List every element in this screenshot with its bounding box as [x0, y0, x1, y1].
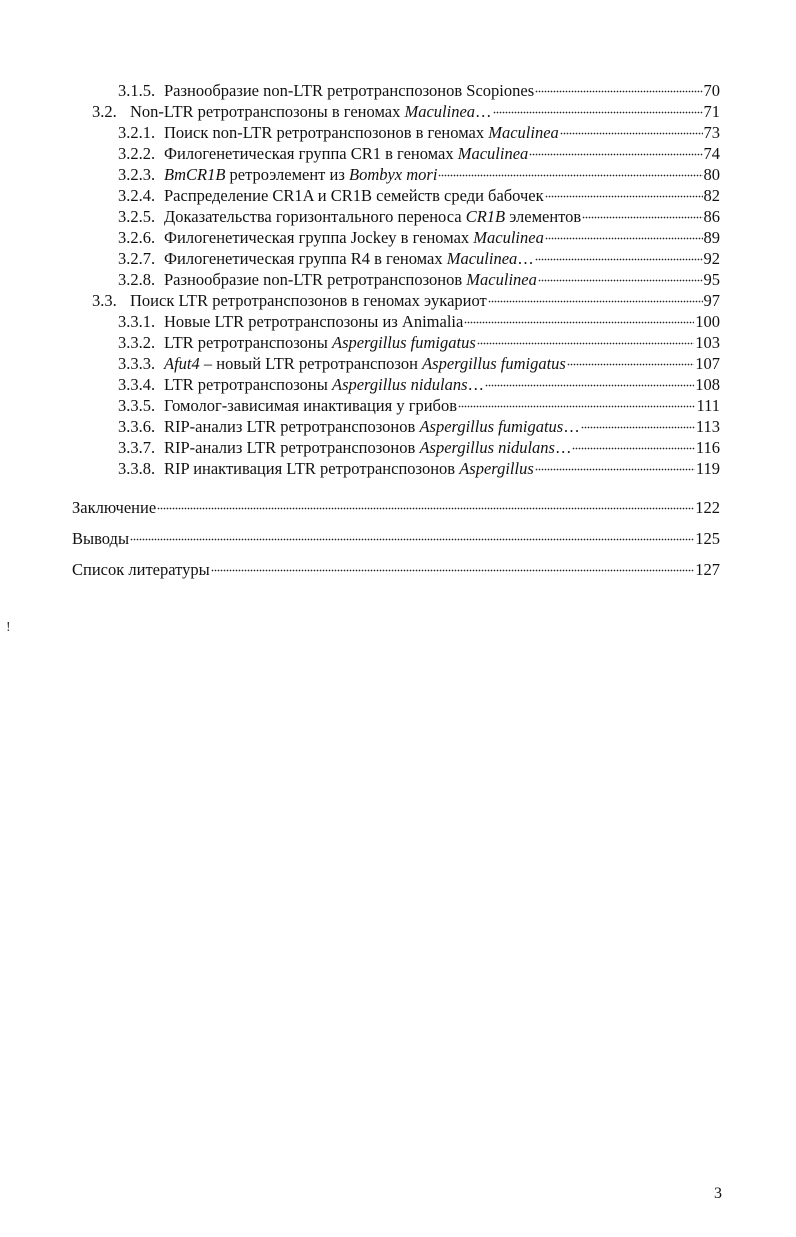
toc-title-part: LTR ретротранспозоны — [164, 333, 332, 352]
toc-entry-number: 3.1.5. — [118, 81, 156, 100]
toc-entry-page: 116 — [695, 438, 720, 457]
toc-title-part: Распределение CR1A и CR1B семейств среди бабочек — [164, 186, 544, 205]
toc-title-part: Филогенетическая группа CR1 в геномах — [164, 144, 458, 163]
toc-title-part: ретроэлемент из — [225, 165, 349, 184]
toc-entry-page: 97 — [703, 291, 720, 310]
toc-title-part: Поиск non-LTR ретротранспозонов в геномах — [164, 123, 489, 142]
toc-entry-page: 70 — [703, 81, 720, 100]
dot-leader — [438, 173, 702, 177]
toc-title-part: Доказательства горизонтального переноса — [164, 207, 466, 226]
toc-title-part: Поиск LTR ретротранспозонов в геномах эукариот — [130, 291, 487, 310]
toc-title-part: – новый LTR ретротранспозон — [199, 354, 423, 373]
toc-title-part: Разнообразие non-LTR ретротранспозонов — [164, 270, 467, 289]
toc-title-italic-part: Aspergillus nidulans — [331, 375, 468, 394]
toc-entry-number: 3.3.8. — [118, 459, 156, 478]
toc-entry[interactable] — [118, 416, 720, 437]
toc-entry[interactable] — [72, 497, 720, 518]
toc-entry-title — [164, 227, 544, 248]
toc-entry[interactable] — [72, 528, 720, 549]
toc-entry[interactable] — [118, 374, 720, 395]
toc-title-part: Выводы — [72, 529, 130, 548]
toc-entry-number: 3.2.3. — [118, 165, 156, 184]
toc-entry-page: 89 — [703, 228, 720, 247]
toc-entry-page: 73 — [703, 123, 720, 142]
toc-title-part: элементов — [505, 207, 582, 226]
dot-leader — [572, 446, 694, 450]
toc-entry-number: 3.2.8. — [118, 270, 156, 289]
toc-entry[interactable] — [118, 395, 720, 416]
toc-title-part: Филогенетическая группа R4 в геномах — [164, 249, 447, 268]
toc-title-part: Заключение — [72, 498, 157, 517]
toc-title-part: … — [554, 438, 572, 457]
toc-title-italic-part: Bombyx mori — [348, 165, 438, 184]
toc-title-part: … — [563, 417, 580, 436]
toc-title-part: Разнообразие non-LTR ретротранспозонов Scopiones — [164, 81, 535, 100]
toc-entry-page: 86 — [703, 207, 720, 226]
toc-entry-title — [164, 269, 537, 290]
toc-entry-page: 122 — [695, 498, 720, 517]
toc-title-part: Новые LTR ретротранспозоны из Animalia — [164, 312, 464, 331]
toc-entry[interactable] — [118, 164, 720, 185]
toc-entry[interactable] — [118, 332, 720, 353]
toc-title-part: Гомолог-зависимая инактивация у грибов — [164, 396, 457, 415]
toc-title-part: … — [517, 249, 534, 268]
toc-entry-page: 108 — [695, 375, 720, 394]
dot-leader — [464, 320, 694, 324]
toc-entry[interactable] — [118, 122, 720, 143]
toc-entry-page: 127 — [695, 560, 720, 579]
toc-entry-number: 3.2.1. — [118, 123, 156, 142]
dot-leader — [560, 131, 703, 135]
toc-title-part: … — [475, 102, 492, 121]
toc-entry-page: 100 — [695, 312, 720, 331]
toc-entry-number: 3.3.3. — [118, 354, 156, 373]
dot-leader — [529, 152, 702, 156]
toc-entry-number: 3.3.2. — [118, 333, 156, 352]
toc-entry-page: 107 — [695, 354, 720, 373]
toc-entry-page: 113 — [695, 417, 720, 436]
toc-entry[interactable] — [118, 185, 720, 206]
toc-entry-title — [72, 559, 210, 580]
toc-title-italic-part: Afut4 — [164, 354, 200, 373]
toc-entry-number: 3.3. — [92, 291, 117, 310]
toc-entry[interactable] — [118, 458, 720, 479]
toc-entry-page: 119 — [695, 459, 720, 478]
toc-entry-number: 3.2.7. — [118, 249, 156, 268]
toc-entry-number: 3.3.1. — [118, 312, 156, 331]
toc-entry-number: 3.2. — [92, 102, 117, 121]
toc-title-italic-part: Aspergillus fumigatus — [419, 417, 564, 436]
toc-entry-title — [72, 497, 156, 518]
toc-entry[interactable] — [118, 248, 720, 269]
dot-leader — [535, 89, 702, 93]
dot-leader — [458, 404, 695, 408]
toc-entry-title — [164, 416, 580, 437]
toc-entry-page: 95 — [703, 270, 720, 289]
toc-entry[interactable] — [72, 559, 720, 580]
dot-leader — [485, 383, 694, 387]
toc-entry-title — [130, 101, 492, 122]
toc-entry[interactable] — [118, 437, 720, 458]
toc-entry-title — [130, 290, 487, 311]
dot-leader — [130, 537, 694, 541]
toc-entry-number: 3.2.2. — [118, 144, 156, 163]
toc-title-italic-part: Maculinea — [457, 144, 529, 163]
toc-title-italic-part: BmCR1B — [164, 165, 226, 184]
toc-entry-title — [164, 185, 544, 206]
toc-entry-page: 103 — [695, 333, 720, 352]
toc-entry-title — [164, 206, 581, 227]
toc-entry-page: 74 — [703, 144, 720, 163]
toc-title-italic-part: Maculinea — [404, 102, 476, 121]
toc-entry-title — [164, 353, 566, 374]
toc-title-italic-part: CR1B — [465, 207, 506, 226]
toc-entry[interactable] — [118, 227, 720, 248]
dot-leader — [581, 425, 695, 429]
toc-title-part: Non-LTR ретротранспозоны в геномах — [130, 102, 405, 121]
toc-entry-title — [164, 80, 534, 101]
toc-entry[interactable] — [118, 269, 720, 290]
toc-title-italic-part: Maculinea — [446, 249, 518, 268]
toc-title-part: RIP-анализ LTR ретротранспозонов — [164, 438, 420, 457]
toc-title-italic-part: Aspergillus fumigatus — [422, 354, 566, 373]
toc-entry[interactable] — [118, 80, 720, 101]
toc-entry-title — [164, 437, 571, 458]
toc-entry-page: 82 — [703, 186, 720, 205]
toc-entry[interactable] — [92, 290, 720, 311]
toc-entry-number: 3.2.6. — [118, 228, 156, 247]
dot-leader — [582, 215, 702, 219]
dot-leader — [493, 110, 703, 114]
page-number: 3 — [714, 1185, 722, 1202]
toc-entry-title — [164, 332, 476, 353]
toc-entry-page: 80 — [703, 165, 720, 184]
toc-title-italic-part: Maculinea — [466, 270, 537, 289]
toc-title-italic-part: Maculinea — [473, 228, 544, 247]
toc-entry[interactable] — [118, 143, 720, 164]
toc-entry[interactable] — [118, 206, 720, 227]
toc-entry[interactable] — [118, 353, 720, 374]
toc-title-italic-part: Maculinea — [488, 123, 559, 142]
toc-entry-number: 3.3.4. — [118, 375, 156, 394]
dot-leader — [567, 362, 694, 366]
toc-entry-title — [164, 143, 528, 164]
toc-title-italic-part: Aspergillus fumigatus — [331, 333, 476, 352]
toc-title-part: … — [467, 375, 485, 394]
dot-leader — [535, 467, 695, 471]
toc-entry-page: 111 — [696, 396, 720, 415]
margin-mark: ! — [6, 620, 11, 635]
dot-leader — [488, 299, 703, 303]
toc-title-part: Филогенетическая группа Jockey в геномах — [164, 228, 474, 247]
dot-leader — [477, 341, 694, 345]
toc-entry-page: 125 — [695, 529, 720, 548]
toc-title-part: RIP-анализ LTR ретротранспозонов — [164, 417, 420, 436]
toc-title-italic-part: Aspergillus nidulans — [419, 438, 555, 457]
dot-leader — [157, 506, 694, 510]
toc-entry-number: 3.3.5. — [118, 396, 156, 415]
toc-entry-number: 3.3.6. — [118, 417, 156, 436]
toc-entry-title — [72, 528, 129, 549]
toc-entry-title — [164, 122, 559, 143]
dot-leader — [545, 236, 703, 240]
toc-title-italic-part: Aspergillus — [459, 459, 534, 478]
toc-entry[interactable] — [92, 101, 720, 122]
dot-leader — [211, 568, 695, 572]
toc-entry-number: 3.2.4. — [118, 186, 156, 205]
toc-title-part: Список литературы — [72, 560, 210, 579]
toc-entry-title — [164, 395, 457, 416]
toc-entry-title — [164, 311, 463, 332]
toc-entry-number: 3.2.5. — [118, 207, 156, 226]
toc-entry-title — [164, 248, 534, 269]
toc-title-part: RIP инактивация LTR ретротранспозонов — [164, 459, 460, 478]
toc-title-part: LTR ретротранспозоны — [164, 375, 332, 394]
toc-entry-title — [164, 374, 484, 395]
toc-entry-title — [164, 164, 437, 185]
toc-entry-number: 3.3.7. — [118, 438, 156, 457]
toc-entry-title — [164, 458, 534, 479]
toc-entry-page: 71 — [703, 102, 720, 121]
toc-entry-page: 92 — [703, 249, 720, 268]
toc-entry[interactable] — [118, 311, 720, 332]
dot-leader — [545, 194, 703, 198]
dot-leader — [535, 257, 703, 261]
dot-leader — [538, 278, 703, 282]
